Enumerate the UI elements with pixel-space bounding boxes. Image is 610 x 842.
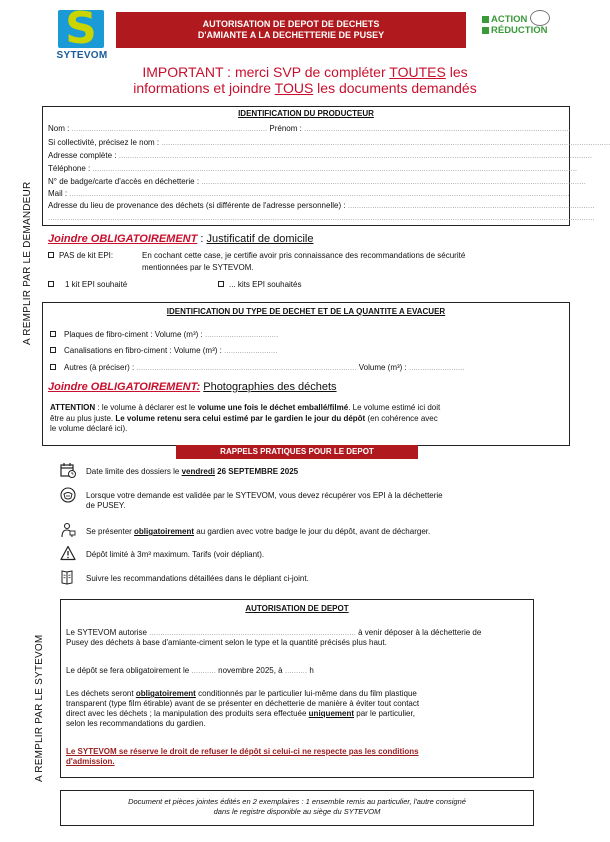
sytevom-logo-text: SYTEVOM <box>56 50 108 61</box>
checkbox-1-kit-epi[interactable]: 1 kit EPI souhaité <box>48 280 127 290</box>
calendar-icon <box>60 462 76 478</box>
title-line-2: D'AMIANTE A LA DECHETTERIE DE PUSEY <box>197 30 385 40</box>
checkbox-icon[interactable] <box>50 331 56 337</box>
footer-note: Document et pièces jointes édités en 2 exemplaires : 1 ensemble remis au particulier, l'autre consigné dans le registre disponible au siège du SYTEVOM <box>60 790 534 826</box>
field-mail[interactable]: Mail : ................................................................................................................................................................................................................................. <box>48 189 570 198</box>
autorisation-beneficiaire-field[interactable]: ............................................................................................. <box>149 628 356 637</box>
checkbox-icon[interactable] <box>48 252 54 258</box>
field-provenance-cont[interactable]: ...................................................................................................................................................................................................................................................... <box>48 213 595 222</box>
title-line-1: AUTORISATION DE DEPOT DE DECHETS <box>202 19 380 29</box>
person-badge-icon <box>60 522 76 538</box>
pas-kit-epi-text-1: En cochant cette case, je certifie avoir pris connaissance des recommandations de sécurité <box>142 251 466 260</box>
seal-icon <box>530 10 550 26</box>
checkbox-icon[interactable] <box>50 364 56 370</box>
field-adresse[interactable]: Adresse complète : ..................................................................................................................................................................................................................... <box>48 151 593 160</box>
epi-mask-icon <box>60 487 76 503</box>
autorisation-heure-field[interactable]: .......... <box>284 666 308 675</box>
joindre-photographies: Joindre OBLIGATOIREMENT: Photographies des déchets <box>48 381 337 393</box>
rappels-banner: RAPPELS PRATIQUES POUR LE DEPOT <box>176 445 418 459</box>
side-label-demandeur: A REMPLIR PAR LE DEMANDEUR <box>22 181 33 345</box>
field-telephone[interactable]: Téléphone : .......................................................................................................................................................................................................................... <box>48 164 578 173</box>
type-dechet-title: IDENTIFICATION DU TYPE DE DECHET ET DE LA QUANTITE A EVACUER <box>166 307 446 316</box>
action-text: ACTION <box>491 14 528 25</box>
sytevom-logo-letter: S <box>65 3 97 54</box>
pas-kit-epi-text-2: mentionnées par le SYTEVOM. <box>142 263 254 272</box>
rappel-limite: Dépôt limité à 3m³ maximum. Tarifs (voir dépliant). <box>86 550 265 559</box>
autorisation-p1: Le SYTEVOM autorise ............................................................................................. à venir déposer à la déchetterie de Pusey des déchets à base d'amiante-ciment selon le type et la quantité précisés plus haut. <box>66 628 482 647</box>
action-square-icon <box>482 16 489 23</box>
action-reduction-logo <box>482 14 548 42</box>
checkbox-icon[interactable] <box>50 347 56 353</box>
field-canalisations[interactable]: Canalisations en fibro-ciment : Volume (m³) : ........................ <box>50 346 277 356</box>
checkbox-icon[interactable] <box>218 281 224 287</box>
leaflet-icon <box>60 569 76 585</box>
rappel-depliant: Suivre les recommandations détaillées dans le dépliant ci-joint. <box>86 574 309 583</box>
reduction-square-icon <box>482 27 489 34</box>
field-badge[interactable]: N° de badge/carte d'accès en déchetterie : ............................................................................................................................................................................. <box>48 177 586 186</box>
autorisation-p3: Les déchets seront obligatoirement conditionnés par le particulier lui-même dans du film plastique transparent (type film étirable) avant de se présenter en déchetterie de manière à éviter tout contact direct avec les déchets ; la manipulation des produits sera effectuée uniquement par le particulier, selon les recommandations du gardien. <box>66 689 420 728</box>
important-notice: IMPORTANT : merci SVP de compléter TOUTES les informations et joindre TOUS les documents demandés <box>133 64 477 96</box>
autorisation-p2: Le dépôt se fera obligatoirement le ........... novembre 2025, à .......... h <box>66 666 314 675</box>
field-nom[interactable]: Nom : ........................................................................................ Prénom : ........................................................................................................................ <box>48 124 571 133</box>
autorisation-date-field[interactable]: ........... <box>191 666 216 675</box>
rappel-date-limite: Date limite des dossiers le vendredi 26 SEPTEMBRE 2025 <box>86 467 299 476</box>
rappel-epi: Lorsque votre demande est validée par le SYTEVOM, vous devez récupérer vos EPI à la déchetterie de PUSEY. <box>86 491 443 510</box>
producteur-title: IDENTIFICATION DU PRODUCTEUR <box>238 109 374 118</box>
joindre-domicile: Joindre OBLIGATOIREMENT : Justificatif de domicile <box>48 233 314 245</box>
field-plaques[interactable]: Plaques de fibro-ciment : Volume (m³) : ................................. <box>50 330 278 340</box>
field-provenance[interactable]: Adresse du lieu de provenance des déchets (si différente de l'adresse personnelle) : ............................................................................................................... <box>48 201 595 210</box>
title-banner <box>116 12 466 48</box>
warning-icon <box>60 545 76 561</box>
checkbox-kits-epi[interactable]: ... kits EPI souhaités <box>218 280 301 290</box>
attention-note: ATTENTION : le volume à déclarer est le volume une fois le déchet emballé/filmé. Le volume estimé ici doit être au plus juste. Le volume retenu sera celui estimé par le gardien le jour du dépôt (en cohérence avec le volume déclaré ici). <box>50 403 441 433</box>
autorisation-title: AUTORISATION DE DEPOT <box>245 604 349 613</box>
side-label-sytevom: A REMPLIR PAR LE SYTEVOM <box>34 634 45 782</box>
field-autres[interactable]: Autres (à préciser) : ................................................................................................... Volume (m³) : ......................... <box>50 363 465 373</box>
rappel-gardien: Se présenter obligatoirement au gardien avec votre badge le jour du dépôt, avant de décharger. <box>86 527 431 536</box>
reduction-text: RÉDUCTION <box>491 25 548 36</box>
checkbox-pas-kit-epi[interactable]: PAS de kit EPI: <box>48 251 113 261</box>
autorisation-reserve: Le SYTEVOM se réserve le droit de refuser le dépôt si celui-ci ne respecte pas les conditions d'admission. <box>66 747 419 766</box>
checkbox-icon[interactable] <box>48 281 54 287</box>
field-collectivite[interactable]: Si collectivité, précisez le nom : .......................................................................................................................................................................................................... <box>48 138 610 147</box>
